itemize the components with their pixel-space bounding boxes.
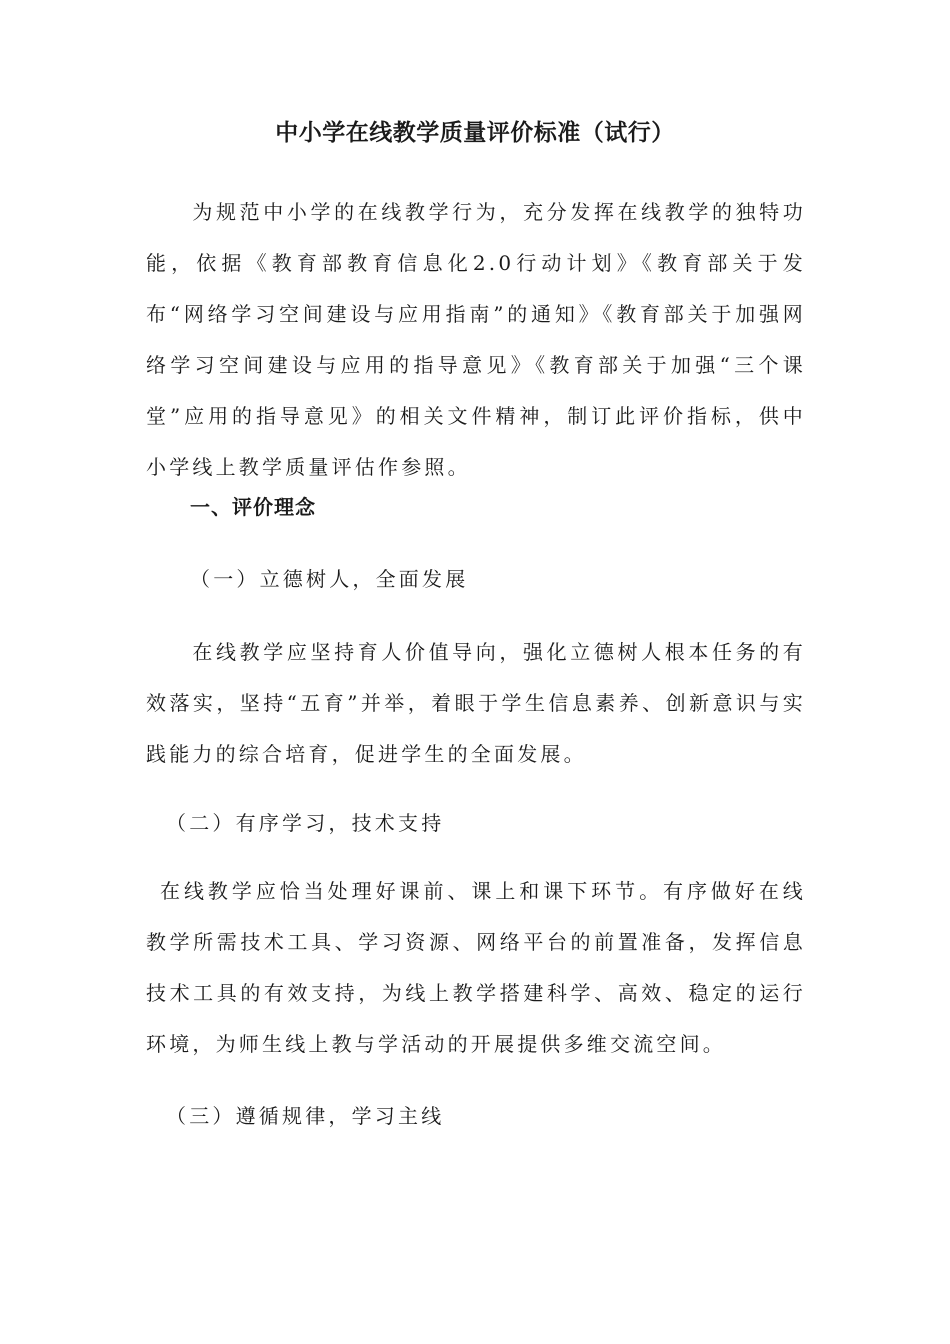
- subsection-heading-2: （二）有序学习，技术支持: [166, 811, 445, 835]
- subsection-heading-1: （一）立德树人，全面发展: [190, 567, 469, 591]
- document-title: 中小学在线教学质量评价标准（试行）: [275, 120, 675, 146]
- subsection-heading-3: （三）遵循规律，学习主线: [166, 1104, 445, 1128]
- subsection-1-paragraph: [146, 627, 806, 780]
- section-heading-evaluation-concept: 一、评价理念: [190, 495, 316, 519]
- subsection-1-paragraph-text: 在线教学应坚持育人价值导向，强化立德树人根本任务的有效落实，坚持“五育”并举，着眼于学生信息素养、创新意识与实践能力的综合培育，促进学生的全面发展。: [146, 640, 806, 766]
- intro-paragraph-text: 为规范中小学的在线教学行为，充分发挥在线教学的独特功能，依据《教育部教育信息化2.0行动计划》《教育部关于发布“网络学习空间建设与应用指南”的通知》《教育部关于加强网络学习空间建设与应用的指导意见》《教育部关于加强“三个课堂”应用的指导意见》的相关文件精神，制订此评价指标，供中小学线上教学质量评估作参照。: [146, 200, 806, 479]
- intro-paragraph: [146, 187, 806, 493]
- subsection-2-paragraph: 在线教学应恰当处理好课前、课上和课下环节。有序做好在线教学所需技术工具、学习资源、网络平台的前置准备，发挥信息技术工具的有效支持，为线上教学搭建科学、高效、稳定的运行环境，为师生线上教与学活动的开展提供多维交流空间。: [146, 879, 806, 1056]
